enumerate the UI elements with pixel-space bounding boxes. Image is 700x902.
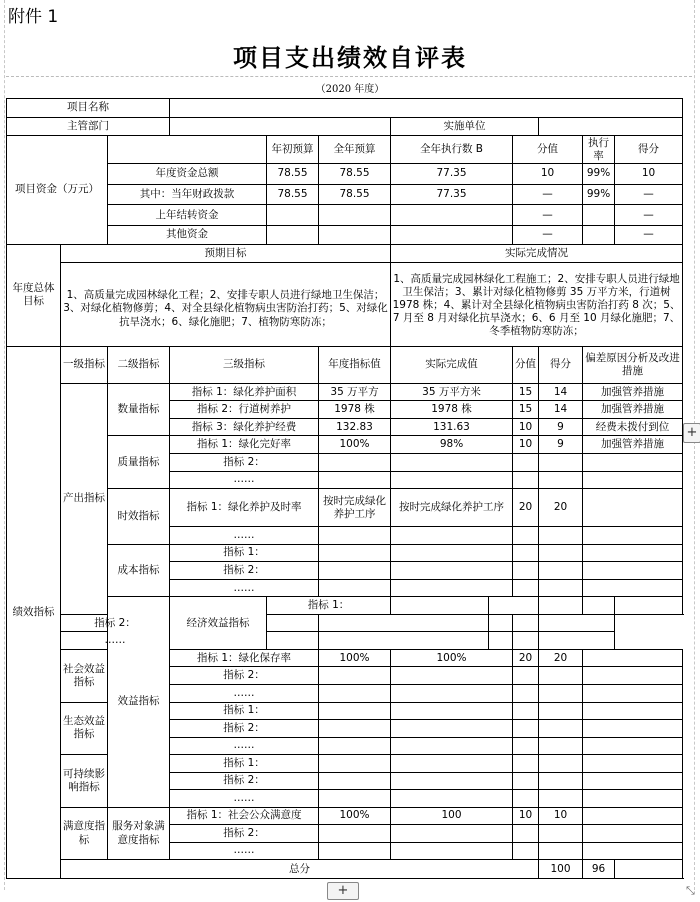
- funds-score: 10: [513, 164, 583, 185]
- expected-goals-text: 1、高质量完成园林绿化工程；2、安排专职人员进行绿地卫生保洁；3、对绿化植物修剪；4、对全县绿化植物病虫害防治打药；5、对绿化抗旱浇水；6、绿化施肥；7、植物防寒防冻；: [61, 263, 391, 347]
- got-value: 14: [539, 401, 583, 419]
- l1-benefit: 效益指标: [108, 597, 170, 807]
- col-got: 得分: [615, 136, 683, 164]
- year-label: （2020 年度）: [315, 84, 385, 95]
- row-total: [7, 860, 683, 879]
- funds-score: —: [513, 184, 583, 205]
- funds-full: [319, 205, 391, 226]
- funds-initial: 78.55: [267, 184, 319, 205]
- label-impl-unit: 实施单位: [391, 117, 539, 136]
- row-indicator-header: [7, 346, 683, 383]
- label-project-name: 项目名称: [7, 99, 170, 118]
- row-goals-content: [7, 263, 683, 347]
- row-q1: [7, 383, 683, 401]
- col-l3: 三级指标: [170, 346, 319, 383]
- target-value: 35 万平方: [319, 383, 391, 401]
- funds-exec: 77.35: [391, 164, 513, 185]
- target-value: 按时完成绿化养护工序: [319, 489, 391, 527]
- funds-score: —: [513, 205, 583, 226]
- funds-initial: [267, 205, 319, 226]
- l2-cost: 成本指标: [108, 544, 170, 597]
- ellipsis: ……: [170, 579, 319, 597]
- total-reason: [615, 860, 683, 879]
- col-l1: 一级指标: [61, 346, 108, 383]
- funds-header-blank: [108, 136, 267, 164]
- l2-quality: 质量指标: [108, 436, 170, 489]
- l3-name: 指标 1：: [170, 702, 319, 720]
- actual-value: 100%: [391, 649, 513, 667]
- ellipsis: ……: [61, 632, 170, 650]
- value-dept: [170, 117, 391, 136]
- col-score: 分值: [513, 136, 583, 164]
- l3-name: 指标 1：社会公众满意度: [170, 807, 319, 825]
- col-target: 年度指标值: [319, 346, 391, 383]
- label-actual: 实际完成情况: [391, 244, 683, 263]
- row-sat1: [7, 807, 683, 825]
- label-goals: 年度总体目标: [7, 244, 61, 346]
- self-evaluation-table: [6, 98, 683, 879]
- funds-full: 78.55: [319, 164, 391, 185]
- add-row-button[interactable]: +: [327, 882, 359, 900]
- l3-name: 指标 1：绿化养护面积: [170, 383, 319, 401]
- actual-value: 1978 株: [391, 401, 513, 419]
- funds-rate: [583, 205, 615, 226]
- col-initial: 年初预算: [267, 136, 319, 164]
- target-value: 132.83: [319, 418, 391, 436]
- col-actual-val: 实际完成值: [391, 346, 513, 383]
- actual-value: 98%: [391, 436, 513, 454]
- attachment-label: 附件 1: [8, 7, 59, 27]
- l3-name: 指标 1：绿化完好率: [170, 436, 319, 454]
- funds-got: —: [615, 184, 683, 205]
- l1-satisfaction: 满意度指标: [61, 807, 108, 860]
- col-exec: 全年执行数 B: [391, 136, 513, 164]
- l3-name: 指标 1：: [170, 544, 319, 562]
- l3-name: 指标 1：: [267, 597, 391, 615]
- actual-goals-text: 1、高质量完成园林绿化工程施工；2、安排专职人员进行绿地卫生保洁；3、累计对绿化植物修剪 35 万平方米，行道树 1978 株；4、累计对全县绿化植物病虫害防治打药 8 次；5、7 月至 8 月对绿化抗旱浇水；6、6 月至 10 月绿化施肥；7、冬季植物防寒防冻；: [391, 263, 683, 347]
- l2-social: 社会效益指标: [61, 649, 108, 702]
- reason-value: [583, 649, 683, 667]
- ellipsis: ……: [170, 471, 319, 489]
- funds-score: —: [513, 226, 583, 245]
- funds-got: 10: [615, 164, 683, 185]
- ellipsis: ……: [170, 737, 319, 755]
- ellipsis: ……: [170, 790, 319, 808]
- funds-rate: [583, 226, 615, 245]
- got-value: 9: [539, 436, 583, 454]
- row-e-more: [7, 632, 683, 650]
- actual-value: 35 万平方米: [391, 383, 513, 401]
- l2-service-sat: 服务对象满意度指标: [108, 807, 170, 860]
- got-value: 20: [539, 489, 583, 527]
- reason-value: 加强管养措施: [583, 401, 683, 419]
- funds-full: [319, 226, 391, 245]
- label-funds: 项目资金（万元）: [7, 136, 108, 245]
- value-impl-unit: [539, 117, 683, 136]
- ellipsis: ……: [170, 842, 319, 860]
- funds-got: —: [615, 226, 683, 245]
- resize-grip-icon[interactable]: ⤡: [686, 884, 695, 897]
- row-ql1: [7, 436, 683, 454]
- actual-value: 按时完成绿化养护工序: [391, 489, 513, 527]
- funds-full: 78.55: [319, 184, 391, 205]
- value-project-name: [170, 99, 683, 118]
- label-dept: 主管部门: [7, 117, 170, 136]
- row-goals-header: [7, 244, 683, 263]
- l3-name: 指标 1：: [170, 755, 319, 773]
- funds-name: 年度资金总额: [108, 164, 267, 185]
- total-score: 100: [539, 860, 583, 879]
- row-c1: [7, 544, 683, 562]
- row-funds-header: [7, 136, 683, 164]
- l3-name: 指标 3：绿化养护经费: [170, 418, 319, 436]
- l3-name: 指标 1：绿化保存率: [170, 649, 319, 667]
- l2-timeliness: 时效指标: [108, 489, 170, 545]
- funds-rate: 99%: [583, 164, 615, 185]
- actual-value: 131.63: [391, 418, 513, 436]
- target-value: 100%: [319, 436, 391, 454]
- l3-name: 指标 2：: [170, 454, 319, 472]
- funds-exec: [391, 205, 513, 226]
- score-value: 15: [513, 401, 539, 419]
- got-value: 9: [539, 418, 583, 436]
- reason-value: 加强管养措施: [583, 436, 683, 454]
- reason-value: 加强管养措施: [583, 383, 683, 401]
- got-value: 10: [539, 807, 583, 825]
- ellipsis: ……: [170, 685, 319, 703]
- l3-name: 指标 1：绿化养护及时率: [170, 489, 319, 527]
- total-got: 96: [583, 860, 615, 879]
- reason-value: 经费未拨付到位: [583, 418, 683, 436]
- l3-name: 指标 2：: [170, 720, 319, 738]
- l3-name: 指标 2：: [170, 772, 319, 790]
- row-t1: [7, 489, 683, 527]
- ellipsis: ……: [170, 527, 319, 545]
- score-value: 20: [513, 489, 539, 527]
- reason-value: [583, 489, 683, 527]
- l3-name: 指标 2：: [170, 667, 319, 685]
- col-l2: 二级指标: [108, 346, 170, 383]
- header-divider: [6, 76, 692, 77]
- row-e2: [7, 614, 683, 632]
- target-value: 100%: [319, 807, 391, 825]
- funds-exec: 77.35: [391, 184, 513, 205]
- add-column-button[interactable]: +: [683, 423, 700, 443]
- score-value: 20: [513, 649, 539, 667]
- score-value: 10: [513, 807, 539, 825]
- l2-economic: 经济效益指标: [170, 597, 267, 650]
- score-value: 15: [513, 383, 539, 401]
- target-value: 100%: [319, 649, 391, 667]
- l3-name: 指标 2：: [61, 614, 170, 632]
- col-ind-score: 分值: [513, 346, 539, 383]
- funds-rate: 99%: [583, 184, 615, 205]
- actual-value: 100: [391, 807, 513, 825]
- funds-exec: [391, 226, 513, 245]
- funds-name: 其中：当年财政拨款: [108, 184, 267, 205]
- document-title: 项目支出绩效自评表: [233, 43, 467, 72]
- l3-name: 指标 2：: [170, 825, 319, 843]
- col-ind-got: 得分: [539, 346, 583, 383]
- got-value: 14: [539, 383, 583, 401]
- col-full: 全年预算: [319, 136, 391, 164]
- label-performance: 绩效指标: [7, 346, 61, 878]
- col-reason: 偏差原因分析及改进措施: [583, 346, 683, 383]
- row-funds-carryover: [7, 205, 683, 226]
- row-funds-fiscal: [7, 184, 683, 205]
- label-total: 总分: [61, 860, 539, 879]
- label-expected: 预期目标: [61, 244, 391, 263]
- col-rate: 执行率: [583, 136, 615, 164]
- l3-name: 指标 2：: [170, 562, 319, 580]
- got-value: 20: [539, 649, 583, 667]
- score-value: 10: [513, 418, 539, 436]
- row-project-name: [7, 99, 683, 118]
- row-funds-other: [7, 226, 683, 245]
- row-dept: [7, 117, 683, 136]
- reason-value: [583, 807, 683, 825]
- funds-initial: [267, 226, 319, 245]
- row-funds-total: [7, 164, 683, 185]
- l3-name: 指标 2：行道树养护: [170, 401, 319, 419]
- funds-name: 其他资金: [108, 226, 267, 245]
- score-value: 10: [513, 436, 539, 454]
- l2-ecological: 生态效益指标: [61, 702, 108, 755]
- funds-got: —: [615, 205, 683, 226]
- funds-initial: 78.55: [267, 164, 319, 185]
- funds-name: 上年结转资金: [108, 205, 267, 226]
- target-value: 1978 株: [319, 401, 391, 419]
- l1-output: 产出指标: [61, 383, 108, 614]
- l2-sustainable: 可持续影响指标: [61, 755, 108, 808]
- l2-quantity: 数量指标: [108, 383, 170, 436]
- row-e1: [7, 597, 683, 615]
